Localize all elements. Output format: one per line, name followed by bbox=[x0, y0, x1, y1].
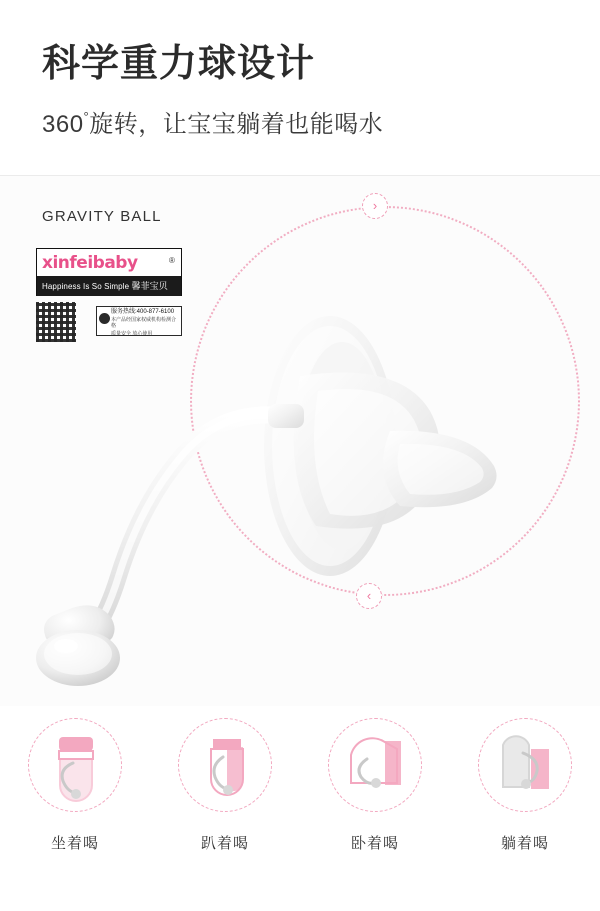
usage-item bbox=[11, 718, 139, 853]
degree-symbol: ° bbox=[83, 109, 90, 124]
certification-note-2: 质量安全 放心使用 bbox=[111, 330, 153, 337]
bottle-lying-prone-icon bbox=[179, 719, 272, 812]
bottle-on-back-icon bbox=[479, 719, 572, 812]
gravity-ball-icon bbox=[36, 605, 120, 686]
product-visual-stage bbox=[0, 176, 600, 706]
qr-code-icon bbox=[36, 302, 76, 342]
section-label: GRAVITY BALL bbox=[42, 208, 162, 225]
usage-icon-circle bbox=[178, 718, 272, 812]
registered-trademark-icon: ® bbox=[169, 256, 175, 265]
chevron-right-icon: › bbox=[362, 193, 388, 219]
certification-badge bbox=[96, 306, 182, 336]
usage-item bbox=[461, 718, 589, 853]
brand-card bbox=[36, 248, 182, 296]
page-subtitle bbox=[42, 104, 383, 139]
brand-tagline-en: Happiness Is So Simple bbox=[42, 282, 130, 291]
page-title: 科学重力球设计 bbox=[42, 43, 316, 85]
usage-caption: 坐着喝 bbox=[50, 835, 99, 852]
usage-item bbox=[161, 718, 289, 853]
seal-icon bbox=[99, 313, 110, 324]
usage-icon-circle bbox=[478, 718, 572, 812]
usage-icon-circle bbox=[28, 718, 122, 812]
chevron-left-icon: ‹ bbox=[356, 583, 382, 609]
usage-item bbox=[311, 718, 439, 853]
usage-caption: 躺着喝 bbox=[500, 835, 549, 852]
brand-logo: xinfeibaby bbox=[42, 253, 138, 273]
subtitle-text: 旋转，让宝宝躺着也能喝水 bbox=[89, 111, 384, 138]
certification-note-1: 本产品经国家权威机构检测合格 bbox=[111, 317, 177, 330]
usage-icon-circle bbox=[328, 718, 422, 812]
page-header bbox=[0, 0, 600, 176]
usage-caption: 趴着喝 bbox=[200, 835, 249, 852]
usage-positions-section bbox=[0, 706, 600, 911]
subtitle-number: 360 bbox=[42, 111, 84, 138]
usage-caption: 卧着喝 bbox=[350, 835, 399, 852]
bottle-side-lying-icon bbox=[329, 719, 422, 812]
certification-hotline: 服务热线:400-877-6100 bbox=[111, 309, 175, 315]
highlight-circle bbox=[190, 206, 580, 596]
usage-row bbox=[0, 718, 600, 853]
bottle-sitting-icon bbox=[29, 719, 122, 812]
brand-tagline bbox=[37, 276, 181, 296]
brand-tagline-cn: 馨菲宝贝 bbox=[131, 281, 168, 291]
